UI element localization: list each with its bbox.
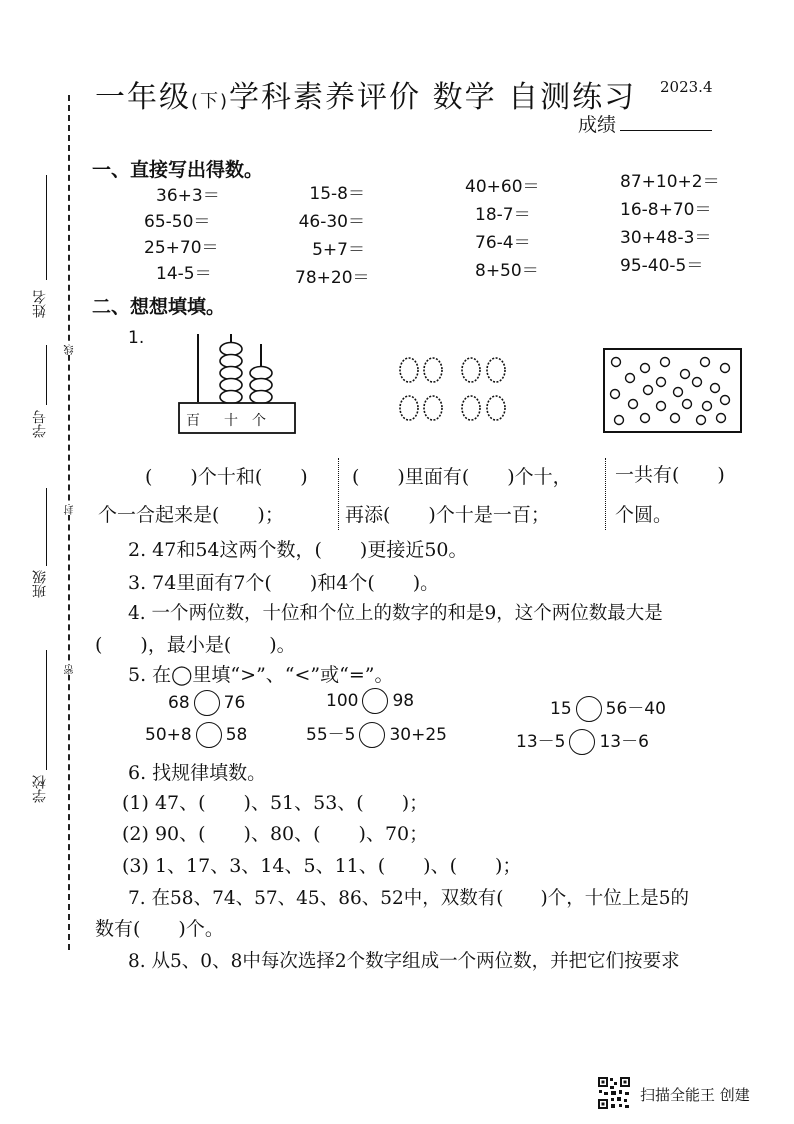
- q4-line1: 4. 一个两位数，十位和个位上的数字的和是9，这个两位数最大是: [128, 603, 663, 624]
- compare-circle[interactable]: [569, 729, 595, 755]
- calc-item: 65-50＝: [144, 212, 211, 232]
- title-grade: 一年级: [95, 80, 191, 115]
- calc-item: 5+7＝: [312, 240, 365, 260]
- title-grade-note: (下): [191, 91, 230, 112]
- calc-item: 87+10+2＝: [620, 172, 720, 192]
- q1-divider-2: [605, 458, 606, 530]
- calc-item: 15-8＝: [309, 184, 365, 204]
- class-blank[interactable]: [46, 488, 47, 566]
- compare-item: [516, 727, 649, 755]
- scanner-watermark: 扫描全能王 创建: [640, 1086, 750, 1104]
- calc-item: 76-4＝: [475, 233, 531, 253]
- q1c-line1: 一共有( ): [615, 464, 725, 486]
- compare-right: 58: [225, 725, 248, 745]
- calc-item: 78+20＝: [295, 268, 370, 288]
- q1b-line2: 再添( )个十是一百；: [345, 504, 550, 526]
- dot-bundles-figure: [395, 352, 520, 430]
- compare-right: 98: [392, 691, 415, 711]
- compare-right: 30+25: [389, 725, 447, 745]
- abacus-label-ones: 个: [252, 413, 266, 429]
- q1c-line2: 个圆。: [615, 504, 673, 526]
- compare-item: [550, 694, 666, 722]
- calc-col3: [465, 173, 540, 285]
- class-label: 班级: [32, 570, 48, 598]
- q4-line2: ( )，最小是( )。: [95, 634, 296, 656]
- calc-item: 30+48-3＝: [620, 228, 712, 248]
- name-label: 姓名: [32, 290, 48, 318]
- compare-circle[interactable]: [359, 722, 385, 748]
- compare-left: 15: [550, 699, 572, 719]
- q1a-line2: 个一合起来是( )；: [98, 504, 284, 526]
- calc-item: 95-40-5＝: [620, 256, 704, 276]
- compare-circle[interactable]: [362, 688, 388, 714]
- calc-item: 25+70＝: [144, 238, 219, 258]
- compare-item: [145, 722, 247, 748]
- calc-col4: [620, 168, 720, 280]
- compare-left: 13－5: [516, 732, 566, 752]
- q6-heading: 6. 找规律填数。: [128, 762, 267, 784]
- compare-left: 50+8: [145, 725, 192, 745]
- compare-right: 13－6: [599, 732, 649, 752]
- name-blank[interactable]: [46, 175, 47, 280]
- exam-date: 2023.4: [660, 78, 713, 96]
- calc-item: 40+60＝: [465, 177, 540, 197]
- abacus-label-hundreds: 百: [186, 413, 200, 429]
- compare-item: [168, 690, 245, 716]
- q1a-line1: ( )个十和( ): [145, 466, 308, 488]
- abacus-label-tens: 十: [224, 413, 238, 429]
- circle-box-figure: [603, 348, 743, 434]
- calc-item: 14-5＝: [156, 264, 212, 284]
- q3-text: 3. 74里面有7个( )和4个( )。: [128, 572, 440, 594]
- compare-circle[interactable]: [576, 696, 602, 722]
- calc-col2: [295, 180, 370, 292]
- calc-item: 18-7＝: [475, 205, 531, 225]
- q7-line2: 数有( )个。: [95, 918, 224, 940]
- compare-right: 56－40: [605, 699, 666, 719]
- calc-item: 8+50＝: [475, 261, 539, 281]
- q2-text: 2. 47和54这两个数，( )更接近50。: [128, 539, 468, 561]
- school-label: 学校: [32, 775, 48, 803]
- compare-circle[interactable]: [194, 690, 220, 716]
- compare-item: [326, 688, 414, 714]
- compare-right: 76: [223, 693, 246, 713]
- section1-heading: 一、直接写出得数。: [92, 159, 264, 181]
- secret-mark: 密: [65, 665, 76, 675]
- school-blank[interactable]: [46, 650, 47, 770]
- section2-heading: 二、想想填填。: [92, 296, 226, 318]
- q1-divider-1: [338, 458, 339, 530]
- compare-left: 100: [326, 691, 359, 711]
- line-mark: 线: [65, 345, 76, 355]
- compare-circle[interactable]: [196, 722, 222, 748]
- seal-mark: 封: [65, 505, 76, 515]
- q1-number: 1.: [128, 328, 145, 348]
- score-blank[interactable]: [620, 130, 712, 131]
- calc-item: 16-8+70＝: [620, 200, 712, 220]
- calc-col1: [144, 183, 227, 287]
- binding-dashed-line: [68, 95, 70, 950]
- calc-item: 46-30＝: [298, 212, 365, 232]
- q1b-line1: ( )里面有( )个十，: [352, 466, 572, 488]
- compare-item: [306, 720, 447, 748]
- exam-title: [95, 72, 636, 116]
- student-id-blank[interactable]: [46, 345, 47, 405]
- calc-item: 36+3＝: [156, 186, 220, 206]
- q6-line1: (1) 47、( )、51、53、( )；: [122, 792, 429, 814]
- q5-heading: 5. 在◯里填“>”、“<”或“=”。: [128, 664, 394, 686]
- q6-line3: (3) 1、17、3、14、5、11、( )、( )；: [122, 855, 522, 877]
- compare-left: 68: [168, 693, 190, 713]
- q7-line1: 7. 在58、74、57、45、86、52中，双数有( )个，十位上是5的: [128, 888, 689, 909]
- score-label: 成绩: [578, 114, 617, 136]
- qr-code-icon: [597, 1076, 631, 1110]
- q8-line1: 8. 从5、0、8中每次选择2个数字组成一个两位数，并把它们按要求: [128, 951, 680, 972]
- compare-left: 55－5: [306, 725, 356, 745]
- title-rest: 学科素养评价 数学 自测练习: [229, 80, 637, 115]
- student-id-label: 学号: [32, 410, 48, 438]
- q6-line2: (2) 90、( )、80、( )、70；: [122, 823, 429, 845]
